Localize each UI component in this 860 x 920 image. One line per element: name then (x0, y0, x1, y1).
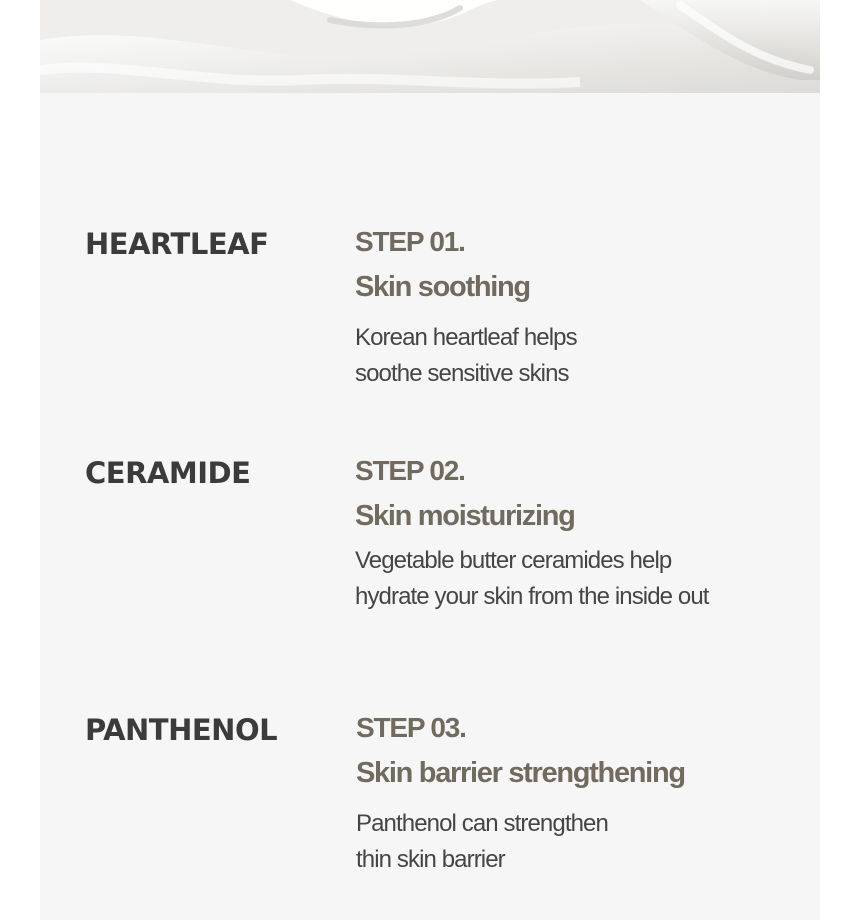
step-title: Skin moisturizing (355, 500, 575, 532)
step-description (355, 543, 709, 615)
description-line: Panthenol can strengthen (356, 810, 608, 837)
ingredient-name: PANTHENOL (85, 713, 278, 747)
description-line: Vegetable butter ceramides help (355, 547, 672, 574)
step-number: STEP 03. (356, 712, 466, 743)
ingredient-name: HEARTLEAF (85, 227, 269, 261)
description-line: soothe sensitive skins (355, 360, 569, 387)
ingredient-name: CERAMIDE (85, 456, 251, 490)
step-block (355, 456, 709, 615)
description-line: Korean heartleaf helps (355, 324, 577, 351)
step-number: STEP 01. (355, 226, 465, 257)
step-description (355, 320, 577, 392)
cream-swirl-graphic (40, 0, 820, 93)
step-block (356, 713, 685, 878)
step-description (356, 806, 685, 878)
step-number: STEP 02. (355, 455, 465, 486)
cream-texture-image (40, 0, 820, 93)
step-block (355, 227, 577, 392)
step-title: Skin soothing (355, 271, 530, 303)
product-detail-panel (40, 0, 820, 920)
step-title: Skin barrier strengthening (356, 757, 685, 789)
description-line: hydrate your skin from the inside out (355, 583, 709, 610)
description-line: thin skin barrier (356, 846, 505, 873)
